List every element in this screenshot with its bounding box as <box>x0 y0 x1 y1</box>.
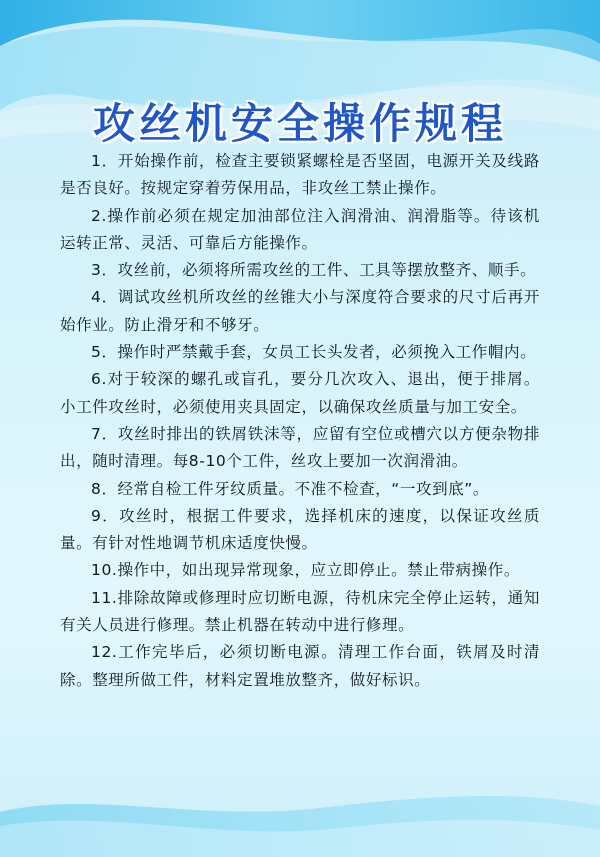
rule-11: 11.排除故障或修理时应切断电源，待机床完全停止运转，通知有关人员进行修理。禁止机器在转动中进行修理。 <box>60 588 540 635</box>
rules-list <box>60 148 540 694</box>
rule-3: 3．攻丝前，必须将所需攻丝的工件、工具等摆放整齐、顺手。 <box>91 261 537 280</box>
rule-5: 5．操作时严禁戴手套，女员工长头发者，必须挽入工作帽内。 <box>91 343 537 362</box>
rule-10: 10.操作中，如出现异常现象，应立即停止。禁止带病操作。 <box>91 561 520 580</box>
rule-8: 8．经常自检工件牙纹质量。不准不检查，“一攻到底”。 <box>91 479 490 498</box>
rule-6: 6.对于较深的螺孔或盲孔，要分几次攻入、退出，便于排屑。 小工件攻丝时，必须使用夹具固定，以确保攻丝质量与加工安全。 <box>60 370 540 416</box>
rule-9: 9．攻丝时，根据工件要求，选择机床的速度，以保证攻丝质量。有针对性地调节机床适度快慢。 <box>60 506 540 553</box>
rule-7: 7．攻丝时排出的铁屑铁沫等，应留有空位或槽穴以方便杂物排出，随时清理。每8-10个工件，丝攻上要加一次润滑油。 <box>60 424 540 471</box>
rule-12: 12.工作完毕后，必须切断电源。清理工作台面，铁屑及时清除。整理所做工件，材料定置堆放整齐，做好标识。 <box>60 643 540 689</box>
page-title: 攻丝机安全操作规程 <box>92 99 507 149</box>
rule-1: 1．开始操作前，检查主要锁紧螺栓是否坚固，电源开关及线路是否良好。按规定穿着劳保用品，非攻丝工禁止操作。 <box>60 152 540 198</box>
rule-2: 2.操作前必须在规定加油部位注入润滑油、润滑脂等。待该机运转正常、灵活、可靠后方能操作。 <box>60 206 540 252</box>
rule-4: 4．调试攻丝机所攻丝的丝锥大小与深度符合要求的尺寸后再开始作业。防止滑牙和不够牙。 <box>60 288 540 334</box>
